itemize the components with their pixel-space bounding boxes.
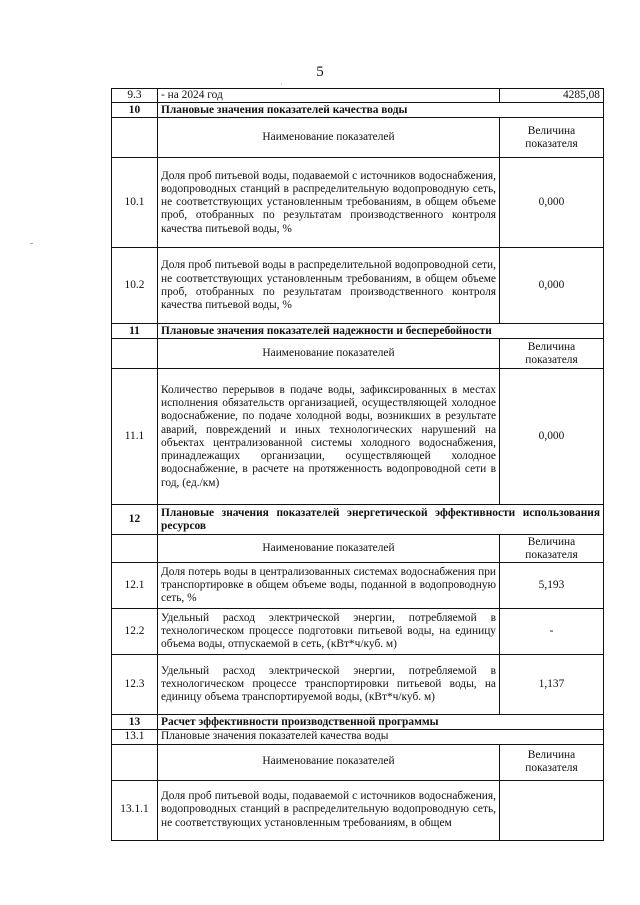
row-number: 12.1 <box>112 563 158 609</box>
row-value: 1,137 <box>500 655 604 715</box>
row-text: Доля проб питьевой воды в распределительной водопроводной сети, не соответствующих установленным требованиям, в общем объеме проб, отобранных по результатам производственного контроля качества питьевой воды, % <box>158 248 500 324</box>
row-value: 0,000 <box>500 248 604 324</box>
empty-cell <box>112 118 158 158</box>
table-row <box>112 655 604 715</box>
table-row <box>112 248 604 324</box>
table-row <box>112 158 604 248</box>
section-number: 12 <box>112 505 158 535</box>
section-title: Плановые значения показателей качества воды <box>158 103 604 118</box>
row-text: - на 2024 год <box>158 89 500 103</box>
header-row <box>112 744 604 780</box>
table-row <box>112 89 604 103</box>
header-row <box>112 535 604 563</box>
empty-cell <box>112 535 158 563</box>
row-number: 11.1 <box>112 369 158 505</box>
row-value: 0,000 <box>500 369 604 505</box>
section-row <box>112 103 604 118</box>
table-row <box>112 780 604 840</box>
header-row <box>112 118 604 158</box>
section-row <box>112 715 604 730</box>
section-number: 10 <box>112 103 158 118</box>
row-number: 13.1 <box>112 730 158 744</box>
row-value: 5,193 <box>500 563 604 609</box>
row-number: 10.2 <box>112 248 158 324</box>
row-text: Удельный расход электрической энергии, потребляемой в технологическом процессе транспортировки питьевой воды, на единицу объема транспортируемой воды, (кВт*ч/куб. м) <box>158 655 500 715</box>
row-number: 9.3 <box>112 89 158 103</box>
row-value: 0,000 <box>500 158 604 248</box>
section-title: Плановые значения показателей надежности и бесперебойности <box>158 324 604 339</box>
row-value <box>500 780 604 840</box>
row-text: Доля проб питьевой воды, подаваемой с источников водоснабжения, водопроводных станций в распределительную водопроводную сеть, не соответствующих установленным требованиям, в общем объеме проб, отобранных по результатам производственного контроля качества питьевой воды, % <box>158 158 500 248</box>
row-number: 13.1.1 <box>112 780 158 840</box>
section-row <box>112 505 604 535</box>
row-number: 12.3 <box>112 655 158 715</box>
column-header-value: Величина показателя <box>500 118 604 158</box>
row-number: 12.2 <box>112 609 158 655</box>
row-text: Количество перерывов в подаче воды, зафиксированных в местах исполнения обязательств организацией, осуществляющей холодное водоснабжение, по подаче холодной воды, возникших в результате аварий, повреждений и иных технологических нарушений на объектах централизованной системы холодного водоснабжения, принадлежащих организации, осуществляющей холодное водоснабжение, в расчете на протяженность водопроводной сети в год, (ед./км) <box>158 369 500 505</box>
empty-cell <box>112 744 158 780</box>
column-header-name: Наименование показателей <box>158 744 500 780</box>
row-value: - <box>500 609 604 655</box>
column-header-value: Величина показателя <box>500 744 604 780</box>
column-header-name: Наименование показателей <box>158 535 500 563</box>
table-row <box>112 369 604 505</box>
page-number: 5 <box>316 64 324 80</box>
row-value: 4285,08 <box>500 89 604 103</box>
table-row <box>112 563 604 609</box>
section-number: 11 <box>112 324 158 339</box>
scan-mark: · <box>280 80 283 89</box>
scan-mark: - <box>30 238 34 249</box>
row-text: Удельный расход электрической энергии, потребляемой в технологическом процессе подготовки питьевой воды, на единицу объема воды, отпускаемой в сеть, (кВт*ч/куб. м) <box>158 609 500 655</box>
table-row <box>112 730 604 744</box>
row-text: Доля проб питьевой воды, подаваемой с источников водоснабжения, водопроводных станций в распределительную водопроводную сеть, не соответствующих установленным требованиям, в общем <box>158 780 500 840</box>
column-header-name: Наименование показателей <box>158 118 500 158</box>
section-number: 13 <box>112 715 158 730</box>
section-title: Расчет эффективности производственной программы <box>158 715 604 730</box>
table-row <box>112 609 604 655</box>
row-text: Плановые значения показателей качества воды <box>158 730 604 744</box>
column-header-value: Величина показателя <box>500 535 604 563</box>
header-row <box>112 339 604 369</box>
row-text: Доля потерь воды в централизованных системах водоснабжения при транспортировке в общем объеме воды, поданной в водопроводную сеть, % <box>158 563 500 609</box>
section-title: Плановые значения показателей энергетической эффективности использования ресурсов <box>158 505 604 535</box>
column-header-name: Наименование показателей <box>158 339 500 369</box>
empty-cell <box>112 339 158 369</box>
column-header-value: Величина показателя <box>500 339 604 369</box>
row-number: 10.1 <box>112 158 158 248</box>
indicators-table <box>111 88 604 841</box>
section-row <box>112 324 604 339</box>
